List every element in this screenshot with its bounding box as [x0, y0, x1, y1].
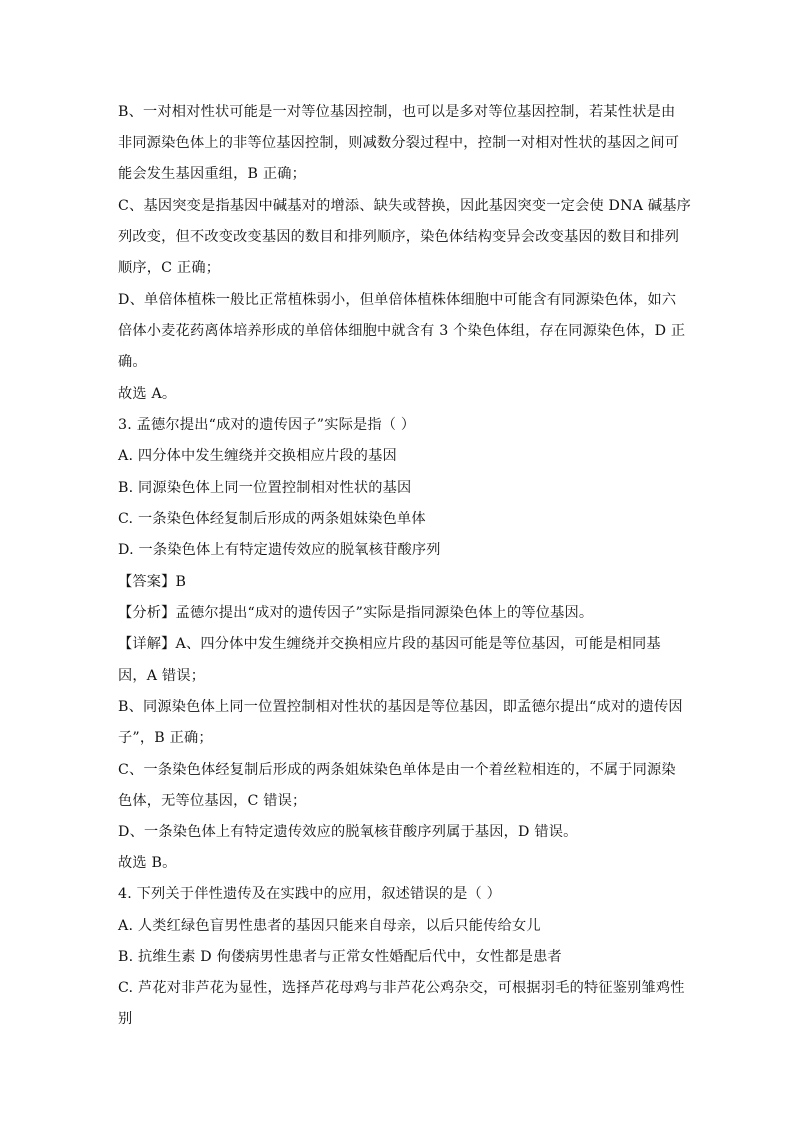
text-line: 非同源染色体上的非等位基因控制，则减数分裂过程中，控制一对相对性状的基因之间可: [118, 135, 680, 151]
text-line: B、同源染色体上同一位置控制相对性状的基因是等位基因，即孟德尔提出“成对的遗传因: [118, 699, 683, 715]
explanation-line: 【详解】A、四分体中发生缠绕并交换相应片段的基因可能是等位基因，可能是相同基: [118, 636, 661, 652]
text-line: 别: [118, 1011, 133, 1027]
option-b: B. 抗维生素 D 佝偻病男性患者与正常女性婚配后代中，女性都是患者: [118, 949, 562, 965]
text-line: C、一条染色体经复制后形成的两条姐妹染色单体是由一个着丝粒相连的，不属于同源染: [118, 762, 676, 778]
text-line: 子”，B 正确；: [118, 730, 213, 746]
option-a: A. 四分体中发生缠绕并交换相应片段的基因: [118, 448, 397, 464]
question-stem: 3. 孟德尔提出“成对的遗传因子”实际是指（ ）: [118, 417, 416, 433]
text-line: 列改变，但不改变改变基因的数目和排列顺序，染色体结构变异会改变基因的数目和排列: [118, 229, 680, 245]
text-line: B、一对相对性状可能是一对等位基因控制，也可以是多对等位基因控制，若某性状是由: [118, 104, 676, 120]
text-line: C、基因突变是指基因中碱基对的增添、缺失或替换，因此基因突变一定会使 DNA 碱基序: [118, 198, 692, 214]
question-stem: 4. 下列关于伴性遗传及在实践中的应用，叙述错误的是（ ）: [118, 886, 502, 902]
text-line: D、一条染色体上有特定遗传效应的脱氧核苷酸序列属于基因，D 错误。: [118, 824, 578, 840]
text-line: 色体，无等位基因，C 错误；: [118, 793, 307, 809]
text-line: 因，A 错误；: [118, 668, 206, 684]
option-b: B. 同源染色体上同一位置控制相对性状的基因: [118, 480, 412, 496]
text-line: 倍体小麦花药离体培养形成的单倍体细胞中就含有 3 个染色体组，存在同源染色体，D 正: [118, 323, 686, 339]
text-line: 能会发生基因重组，B 正确；: [118, 166, 306, 182]
option-d: D. 一条染色体上有特定遗传效应的脱氧核苷酸序列: [118, 542, 441, 558]
text-line: 顺序，C 正确；: [118, 260, 221, 276]
option-c: C. 芦花对非芦花为显性，选择芦花母鸡与非芦花公鸡杂交，可根据羽毛的特征鉴别雏鸡性: [118, 980, 685, 996]
answer-line: 【答案】B: [118, 574, 187, 590]
text-line: 故选 B。: [118, 855, 177, 871]
option-a: A. 人类红绿色盲男性患者的基因只能来自母亲，以后只能传给女儿: [118, 918, 541, 934]
text-line: 故选 A。: [118, 386, 177, 402]
option-c: C. 一条染色体经复制后形成的两条姐妹染色单体: [118, 511, 426, 527]
text-line: D、单倍体植株一般比正常植株弱小，但单倍体植株体细胞中可能含有同源染色体，如六: [118, 292, 677, 308]
analysis-line: 【分析】孟德尔提出“成对的遗传因子”实际是指同源染色体上的等位基因。: [118, 605, 594, 621]
text-line: 确。: [118, 354, 147, 370]
